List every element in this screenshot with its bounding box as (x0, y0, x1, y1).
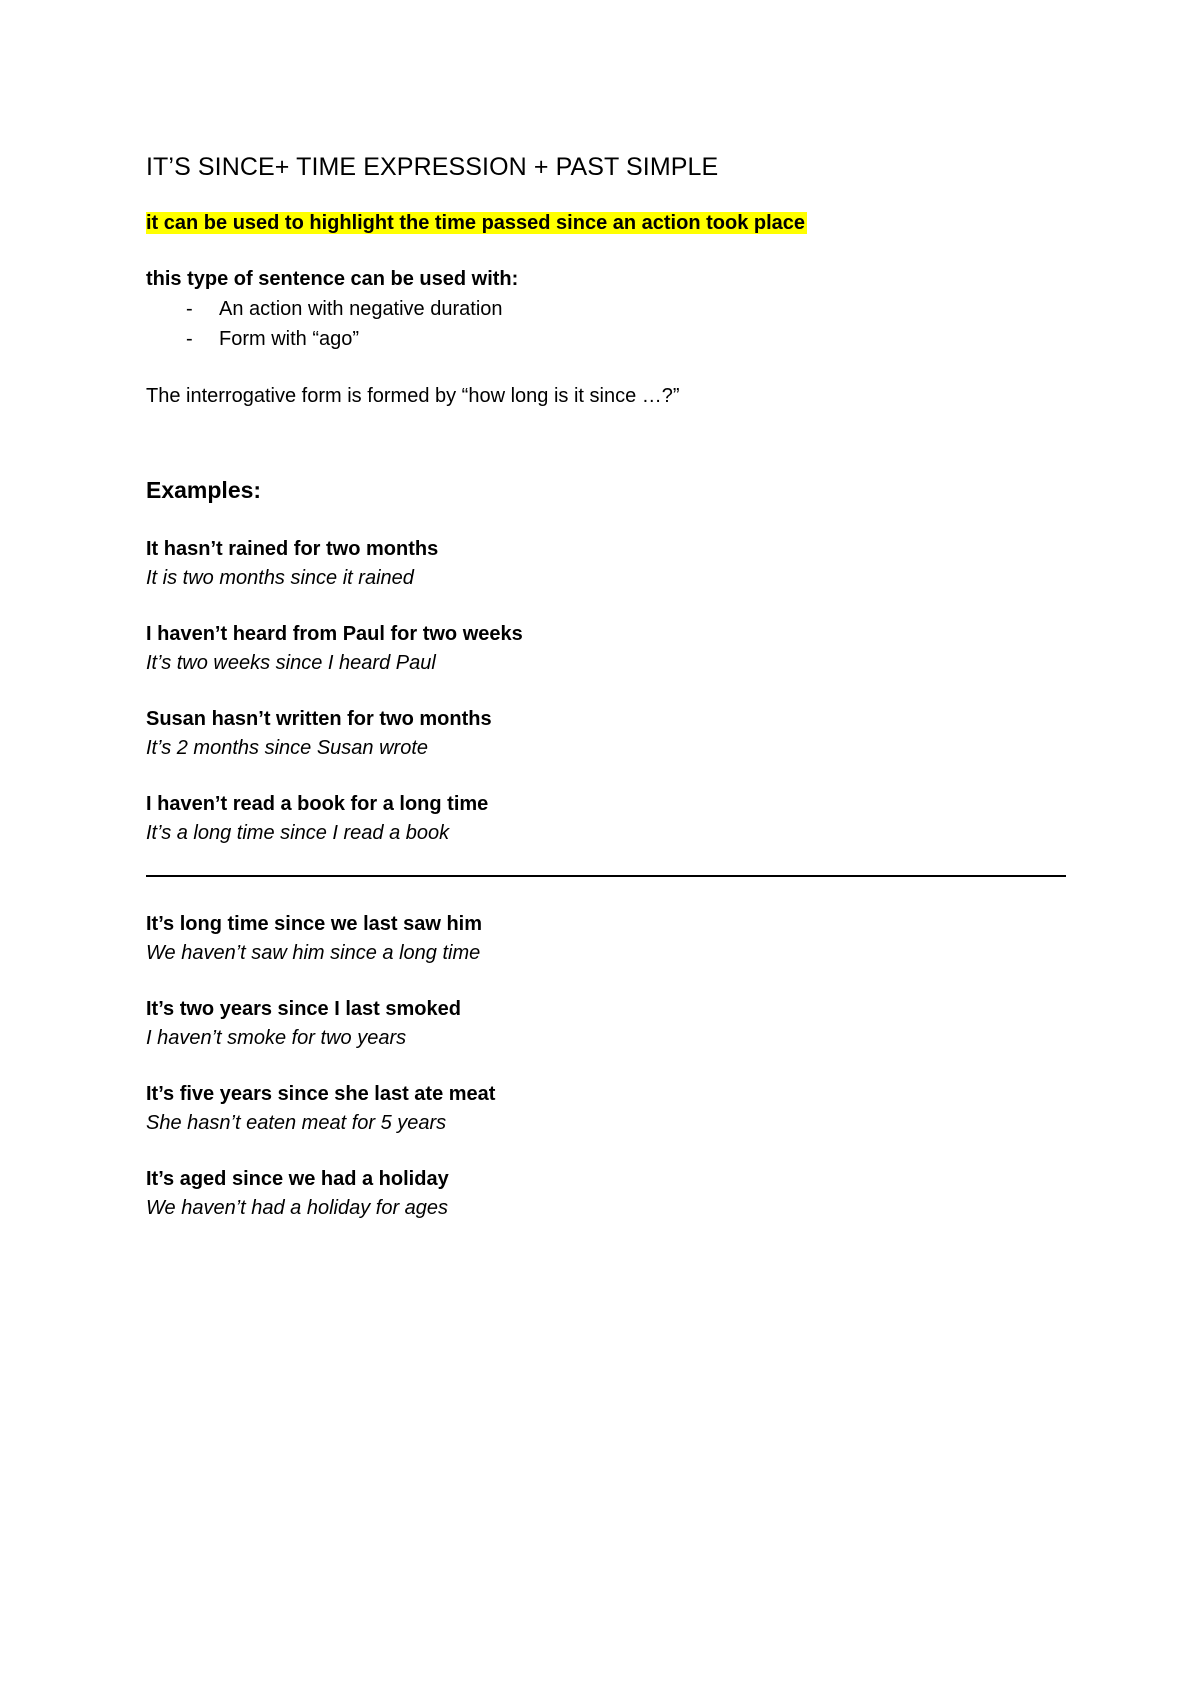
example-transform: I haven’t smoke for two years (146, 1027, 407, 1049)
example-transform: We haven’t saw him since a long time (146, 942, 481, 964)
example-sentence: It hasn’t rained for two months (146, 538, 439, 560)
example-sentence: I haven’t read a book for a long time (146, 793, 489, 815)
example-pair (146, 995, 1066, 1053)
example-sentence: It’s long time since we last saw him (146, 913, 483, 935)
interrogative-note: The interrogative form is formed by “how long is it since …?” (146, 385, 680, 407)
example-pair (146, 620, 1066, 678)
example-transform: It’s 2 months since Susan wrote (146, 737, 428, 759)
example-sentence: I haven’t heard from Paul for two weeks (146, 623, 523, 645)
example-transform: It’s two weeks since I heard Paul (146, 652, 436, 674)
document-content (146, 150, 1066, 1223)
usage-list-item (146, 294, 1066, 324)
horizontal-divider (146, 875, 1066, 877)
highlighted-definition (146, 209, 1066, 238)
example-sentence: Susan hasn’t written for two months (146, 708, 492, 730)
usage-list-item-text: Form with “ago” (219, 328, 360, 350)
list-dash: - (186, 298, 193, 320)
example-pair (146, 910, 1066, 968)
usage-list-item-text: An action with negative duration (219, 298, 503, 320)
example-transform: She hasn’t eaten meat for 5 years (146, 1112, 447, 1134)
example-pair (146, 1080, 1066, 1138)
example-pair (146, 1165, 1066, 1223)
example-sentence: It’s two years since I last smoked (146, 998, 461, 1020)
examples-group-2 (146, 910, 1066, 1223)
example-sentence: It’s aged since we had a holiday (146, 1168, 449, 1190)
highlighted-definition-text: it can be used to highlight the time passed since an action took place (146, 212, 806, 234)
example-transform: We haven’t had a holiday for ages (146, 1197, 449, 1219)
list-dash: - (186, 328, 193, 350)
usage-list-item (146, 324, 1066, 354)
usage-list (146, 294, 1066, 354)
example-transform: It is two months since it rained (146, 567, 414, 589)
example-pair (146, 790, 1066, 848)
examples-group-1 (146, 535, 1066, 848)
example-pair (146, 535, 1066, 593)
examples-heading: Examples: (146, 477, 262, 503)
example-sentence: It’s five years since she last ate meat (146, 1083, 496, 1105)
example-transform: It’s a long time since I read a book (146, 822, 450, 844)
document-title: IT’S SINCE+ TIME EXPRESSION + PAST SIMPLE (146, 153, 719, 181)
example-pair (146, 705, 1066, 763)
usage-intro: this type of sentence can be used with: (146, 268, 519, 290)
